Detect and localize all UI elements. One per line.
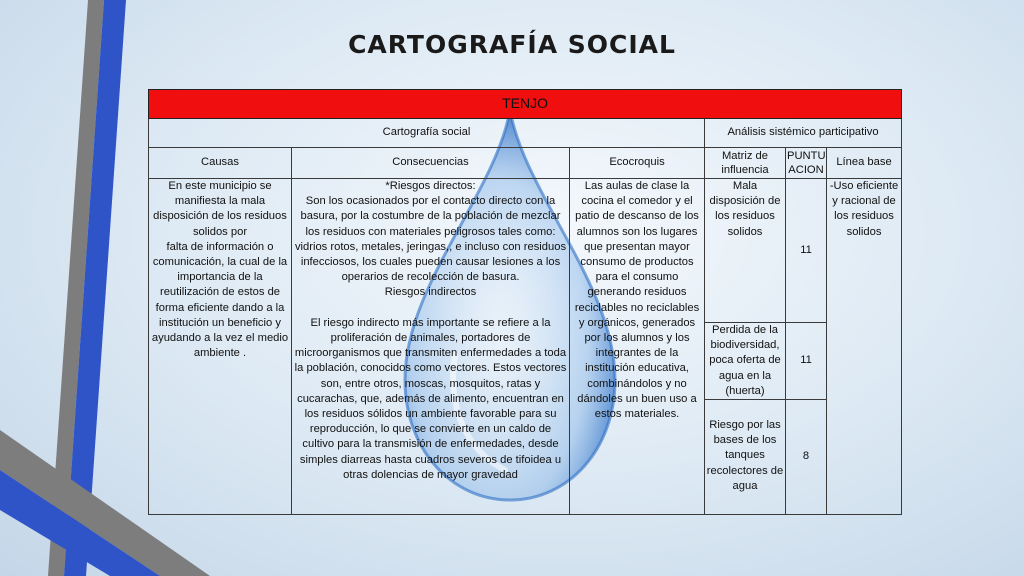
cell-consecuencias: *Riesgos directos: Son los ocasionados por el contacto directo con la basura, por la costumbre de la población de mezclar los residuos con materiales peligrosos tales como: vidrios rotos, metales, jeringas,, e incluso con residuos infecciosos, los cuales pueden causar lesiones a los operarios de recolección de basura. Riesgos indirectos El riesgo indirecto más importante se refiere a la proliferación de animales, portadores de microorganismos que transmiten enfermedades a toda la población, conocidos como vectores. Estos vectores son, entre otros, moscas, mosquitos, ratas y cucarachas, que, además de alimento, encuentran en los residuos sólidos un ambiente favorable para su reproducción, lo que se convierte en un caldo de cultivo para la transmisión de enfermedades, desde simples diarreas hasta cuadros severos de tifoidea u otras dolencias de mayor gravedad	[292, 179, 570, 515]
col-ecocroquis: Ecocroquis	[570, 148, 705, 179]
col-consecuencias: Consecuencias	[292, 148, 570, 179]
cell-score-2: 11	[786, 323, 827, 400]
section-analisis-sistemico: Análisis sistémico participativo	[705, 119, 902, 148]
col-linea-base: Línea base	[827, 148, 902, 179]
col-puntuacion: PUNTU ACION	[786, 148, 827, 179]
cell-causas: En este municipio se manifiesta la mala disposición de los residuos solidos por falta de información o comunicación, la cual de la importancia de la reutilización de estos de forma eficiente dando a la institución un beneficio y ayudando a la vez el medio ambiente .	[149, 179, 292, 515]
cell-linea-base: -Uso eficiente y racional de los residuos solidos	[827, 179, 902, 515]
col-matriz-influencia: Matriz de influencia	[705, 148, 786, 179]
col-causas: Causas	[149, 148, 292, 179]
cell-matriz-1: Mala disposición de los residuos solidos	[705, 179, 786, 323]
section-cartografia-social: Cartografía social	[149, 119, 705, 148]
cell-matriz-3: Riesgo por las bases de los tanques recolectores de agua	[705, 400, 786, 515]
cell-score-3: 8	[786, 400, 827, 515]
cell-ecocroquis: Las aulas de clase la cocina el comedor y el patio de descanso de los alumnos son los lugares que presentan mayor consumo de productos para el consumo generando residuos reciclables no reciclables y orgánicos, generados por los alumnos y los integrantes de la institución educativa, combinándolos y no dándoles un buen uso a estos materiales.	[570, 179, 705, 515]
cell-score-1: 11	[786, 179, 827, 323]
table-header-tenjo: TENJO	[149, 90, 902, 119]
cartografia-table	[148, 89, 902, 515]
page-title: CARTOGRAFÍA SOCIAL	[348, 30, 676, 59]
cell-matriz-2: Perdida de la biodiversidad, poca oferta de agua en la (huerta)	[705, 323, 786, 400]
